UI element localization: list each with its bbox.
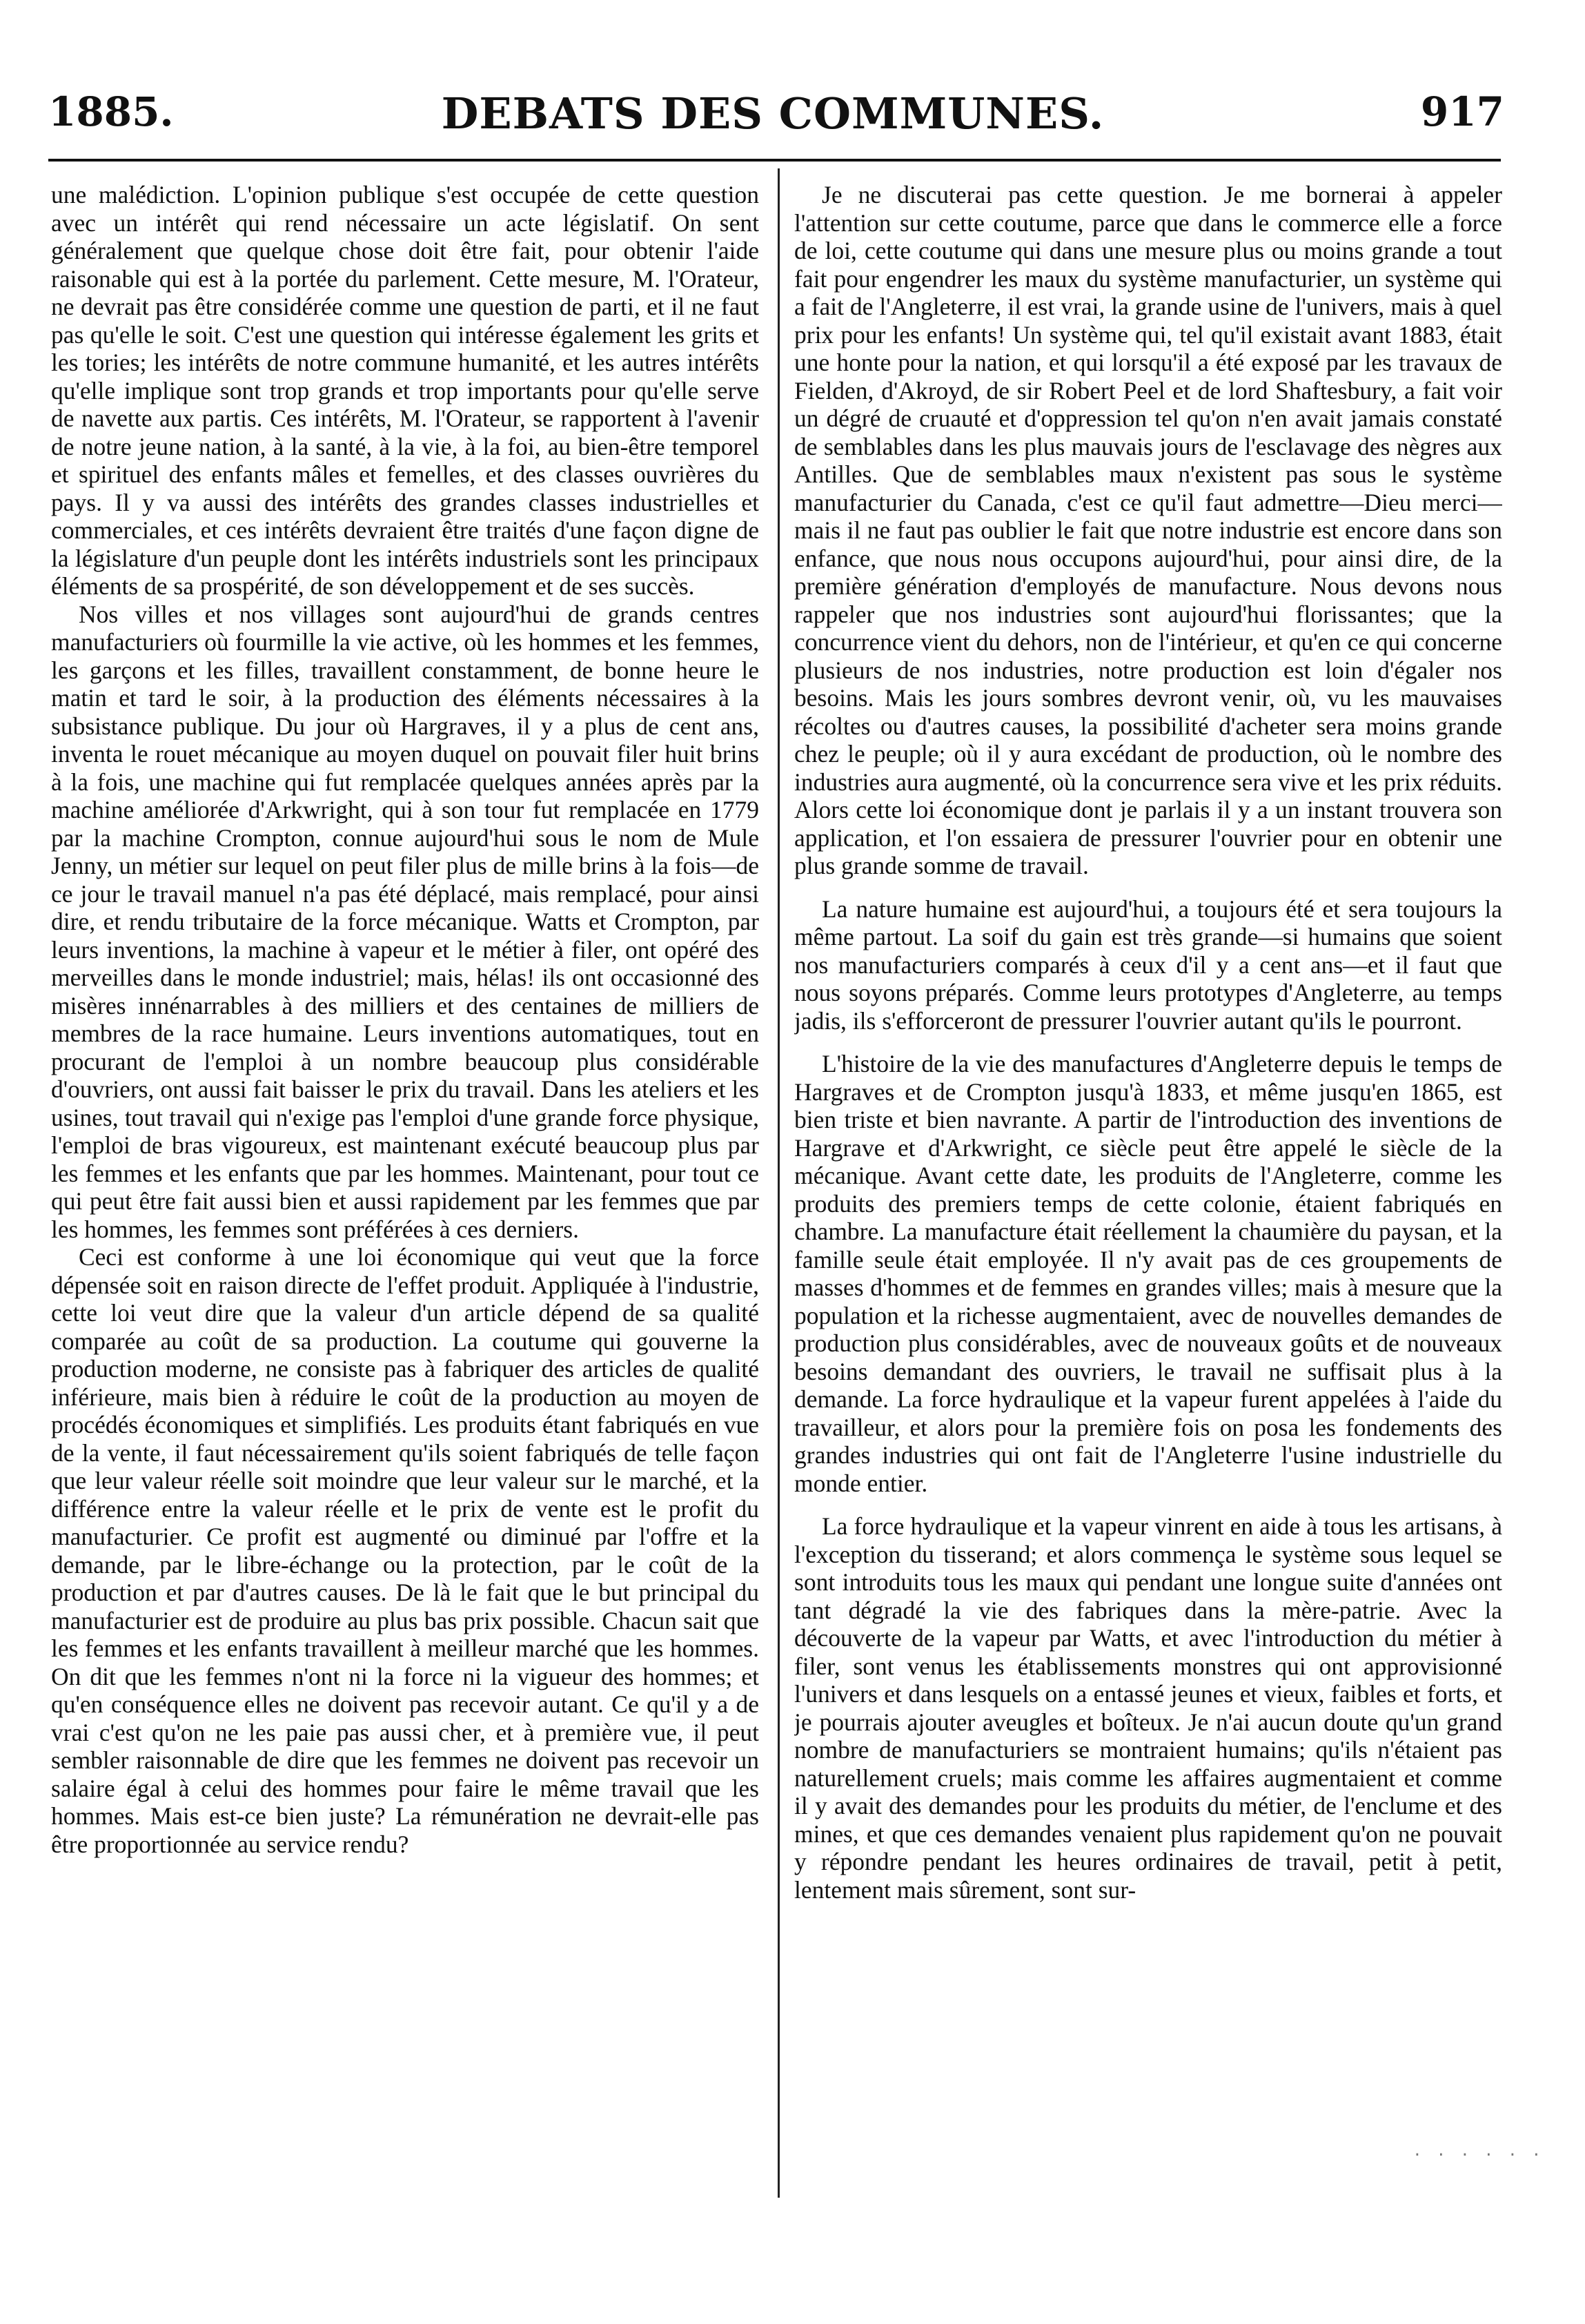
paragraph: La force hydraulique et la vapeur vinrent en aide à tous les artisans, à l'exception du tisserand; et alors commença le système sous lequel se sont introduits tous les maux qui pendant une longue suite d'années ont tant dégradé la vie des fabriques dans la mère-patrie. Avec la découverte de la vapeur par Watts, et avec l'introduction du métier à filer, sont venus les établissements monstres qui ont approvisionné l'univers et dans lesquels on a entassé jeunes et vieux, faibles et forts, et je pourrais ajouter aveugles et boîteux. Je n'ai aucun doute qu'un grand nombre de manufacturiers se montraient humains; qu'ils n'étaient pas naturellement cruels; mais comme les affaires augmentaient et comme il y avait des demandes pour les produits du métier, de l'enclume et des mines, et que ces demandes venaient plus rapidement qu'on ne pouvait y répondre pendant les heures ordinaires de travail, petit à petit, lentement mais sûrement, sont sur- [794, 1512, 1502, 1904]
paragraph: une malédiction. L'opinion publique s'est occupée de cette question avec un intérêt qui rend nécessaire un acte législatif. On sent généralement que quelque chose doit être fait, pour obtenir l'aide raisonable qui est à la portée du parlement. Cette mesure, M. l'Orateur, ne devrait pas être considérée comme une question de parti, et il ne faut pas qu'elle le soit. C'est une question qui intéresse également les grits et les tories; les intérêts de notre commune humanité, et les autres intérêts qu'elle implique sont trop grands et trop importants pour qu'elle serve de navette aux partis. Ces intérêts, M. l'Orateur, se rapportent à l'avenir de notre jeune nation, à la santé, à la vie, à la foi, au bien-être temporel et spirituel des enfants mâles et femelles, et des classes ouvrières du pays. Il y va aussi des intérêts des grandes classes industrielles et commerciales, et ces intérêts devraient être traités d'une façon digne de la législature d'un peuple dont les intérêts industriels sont les principaux éléments de sa prospérité, de son développement et de ses succès. [51, 181, 759, 600]
footer-ornament: · · · · · · [1412, 2147, 1544, 2164]
paragraph: Nos villes et nos villages sont aujourd'hui de grands centres manufacturiers où fourmille la vie active, où les hommes et les femmes, les garçons et les filles, travaillent constamment, de bonne heure le matin et tard le soir, à la production des éléments nécessaires à la subsistance publique. Du jour où Hargraves, il y a plus de cent ans, inventa le rouet mécanique au moyen duquel on pouvait filer huit brins à la fois, une machine qui fut remplacée quelques années après par la machine améliorée d'Arkwright, qui à son tour fut remplacée en 1779 par la machine Crompton, connue aujourd'hui sous le nom de Mule Jenny, un métier sur lequel on peut filer plus de mille brins à la fois—de ce jour le travail manuel n'a pas été déplacé, mais remplacé, pour ainsi dire, et rendu tributaire de la force mécanique. Watts et Crompton, par leurs inventions, la machine à vapeur et le métier à filer, ont opéré des merveilles dans le monde industriel; mais, hélas! ils ont occasionné des misères innénarrables à des milliers et des centaines de milliers de membres de la race humaine. Leurs inventions automatiques, tout en procurant de l'emploi à un nombre beaucoup plus considérable d'ouvriers, ont aussi fait baisser le prix du travail. Dans les ateliers et les usines, tout travail qui n'exige pas l'emploi d'une grande force physique, l'emploi de bras vigoureux, est maintenant exécuté beaucoup plus par les femmes et les enfants que par les hommes. Maintenant, pour tout ce qui peut être fait aussi bien et aussi rapidement par les femmes que par les hommes, les femmes sont préférées à ces derniers. [51, 600, 759, 1243]
paragraph: L'histoire de la vie des manufactures d'Angleterre depuis le temps de Hargraves et de Crompton jusqu'à 1833, et même jusqu'en 1865, est bien triste et bien navrante. A partir de l'introduction des inventions de Hargrave et d'Arkwright, ce siècle peut être appelé le siècle de la mécanique. Avant cette date, les produits de l'Angleterre, comme les produits des premiers temps de cette colonie, étaient fabriqués en chambre. La manufacture était réellement la chaumière du paysan, et la famille seule était employée. Il n'y avait pas de ces groupements de masses d'hommes et de femmes en grandes villes; mais à mesure que la population et la richesse augmentaient, avec de nouvelles demandes de production plus considérables, avec de nouveaux goûts et de nouveaux besoins demandant des ouvriers, le travail ne suffisait plus à la demande. La force hydraulique et la vapeur furent appelées à l'aide du travailleur, et alors pour la première fois on posa les fondements des grandes industries qui ont fait de l'Angleterre l'usine industrielle du monde entier. [794, 1050, 1502, 1497]
right-column [794, 181, 1502, 2252]
header-year: 1885. [48, 88, 174, 135]
paragraph: La nature humaine est aujourd'hui, a toujours été et sera toujours la même partout. La soif du gain est très grande—si humains que soient nos manufacturiers comparés à ceux d'il y a cent ans—et il faut que nous soyons préparés. Comme leurs prototypes d'Angleterre, au temps jadis, ils s'efforceront de pressurer l'ouvrier autant qu'ils le pourront. [794, 895, 1502, 1035]
paragraph: Ceci est conforme à une loi économique qui veut que la force dépensée soit en raison directe de l'effet produit. Appliquée à l'industrie, cette loi veut dire que la valeur d'un article dépend de sa qualité comparée au coût de sa production. La coutume qui gouverne la production moderne, ne consiste pas à fabriquer des articles de qualité inférieure, mais bien à réduire le coût de la production au moyen de procédés économiques et simplifiés. Les produits étant fabriqués en vue de la vente, il faut nécessairement qu'ils soient fabriqués de telle façon que leur valeur réelle soit moindre que leur valeur sur le marché, et la différence entre la valeur réelle et le prix de vente est le profit du manufacturier. Ce profit est augmenté ou diminué par l'offre et la demande, par le libre-échange ou la protection, par le coût de la production et par d'autres causes. De là le fait que le but principal du manufacturier est de produire au plus bas prix possible. Chacun sait que les femmes et les enfants travaillent à meilleur marché que les hommes. On dit que les femmes n'ont ni la force ni la vigueur des hommes; et qu'en conséquence elles ne doivent pas recevoir autant. Ce qu'il y a de vrai c'est qu'on ne les paie pas aussi cher, et à première vue, il peut sembler raisonnable de dire que les femmes ne doivent pas recevoir un salaire égal à celui des hommes pour faire le même travail que les hommes. Mais est-ce bien juste? La rémunération ne devrait-elle pas être proportionnée au service rendu? [51, 1243, 759, 1858]
header-title: DEBATS DES COMMUNES. [441, 88, 1105, 139]
header-page-number: 917 [1420, 88, 1504, 135]
column-divider [778, 168, 780, 2198]
header-rule [48, 159, 1501, 162]
left-column [51, 181, 759, 2252]
paragraph: Je ne discuterai pas cette question. Je me bornerai à appeler l'attention sur cette coutume, parce que dans le commerce elle a force de loi, cette coutume qui dans une mesure plus ou moins grande a tout fait pour engendrer les maux du système manufacturier, un système qui a fait de l'Angleterre, il est vrai, la grande usine de l'univers, mais à quel prix pour les enfants! Un système qui, tel qu'il existait avant 1883, était une honte pour la nation, et qui lorsqu'il a été exposé par les travaux de Fielden, d'Akroyd, de sir Robert Peel et de lord Shaftesbury, a fait voir un dégré de cruauté et d'oppression tel qu'on n'en avait jamais constaté de semblables dans les plus mauvais jours de l'esclavage des nègres aux Antilles. Que de semblables maux n'existent pas sous le système manufacturier du Canada, c'est ce qu'il faut admettre—Dieu merci—mais il ne faut pas oublier le fait que notre industrie est encore dans son enfance, que nous nous occupons aujourd'hui, pour ainsi dire, de la première génération d'employés de manufacture. Nous devons nous rappeler que nos industries sont aujourd'hui florissantes; que la concurrence vient du dehors, non de l'intérieur, et qu'en ce qui concerne plusieurs de nos industries, notre production est loin d'égaler nos besoins. Mais les jours sombres devront venir, où, vu les mauvaises récoltes ou d'autres causes, la possibilité d'acheter sera moins grande chez le peuple; où il y aura excédant de production, où le nombre des industries aura augmenté, où la concurrence sera vive et les prix réduits. Alors cette loi économique dont je parlais il y a un instant trouvera son application, et l'on essaiera de pressurer l'ouvrier pour en obtenir une plus grande somme de travail. [794, 181, 1502, 879]
page-header [41, 88, 1504, 150]
